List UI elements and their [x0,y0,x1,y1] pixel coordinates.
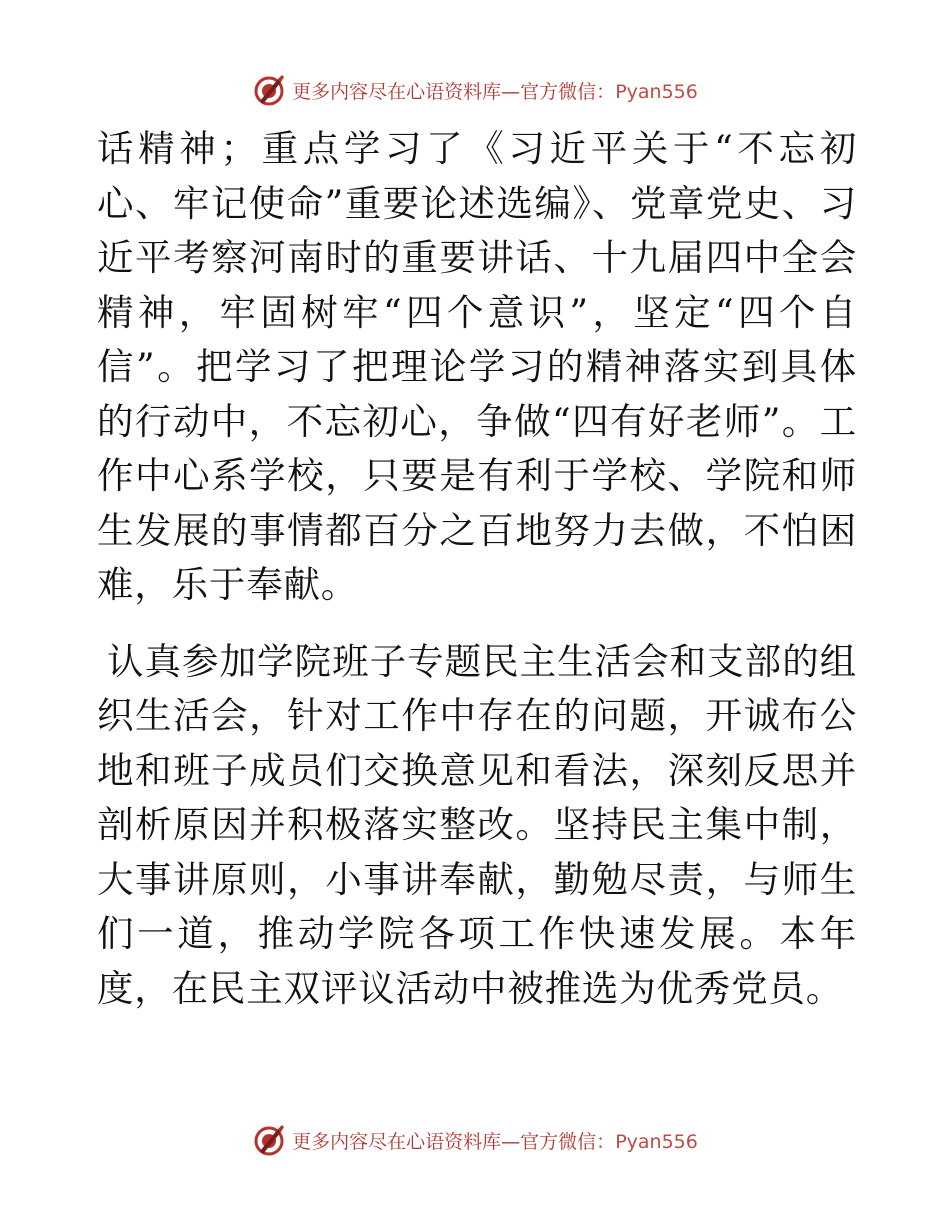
watermark-brand: 更多内容尽在心语资料库 [292,1130,502,1153]
pen-seal-icon [252,73,286,107]
watermark-brand: 更多内容尽在心语资料库 [292,80,502,103]
watermark-account: Pyan556 [615,80,698,103]
watermark-official: 官方微信： [520,1130,616,1153]
paragraph-1: 话精神；重点学习了《习近平关于“不忘初心、牢记使命”重要论述选编》、党章党史、习近平考察河南时的重要讲话、十九届四中全会精神，牢固树牢“四个意识”，坚定“四个自信”。把学习了把理论学习的精神落实到具体的行动中，不忘初心，争做“四有好老师”。工作中心系学校，只要是有利于学校、学院和师生发展的事情都百分之百地努力去做，不怕困难，乐于奉献。 [97,127,857,606]
watermark-separator: — [501,1130,521,1153]
watermark-account: Pyan556 [615,1130,698,1153]
watermark-separator: — [501,80,521,103]
footer-watermark [0,1120,950,1160]
document-body [97,122,857,1016]
watermark-text [292,77,698,104]
paragraph-2: 认真参加学院班子专题民主生活会和支部的组织生活会，针对工作中存在的问题，开诚布公地和班子成员们交换意见和看法，深刻反思并剖析原因并积极落实整改。坚持民主集中制，大事讲原则，小事讲奉献，勤勉尽责，与师生们一道，推动学院各项工作快速发展。本年度，在民主双评议活动中被推选为优秀党员。 [97,639,857,1010]
pen-seal-icon [252,1123,286,1157]
watermark-official: 官方微信： [520,80,616,103]
header-watermark [0,70,950,110]
watermark-text [292,1127,698,1154]
